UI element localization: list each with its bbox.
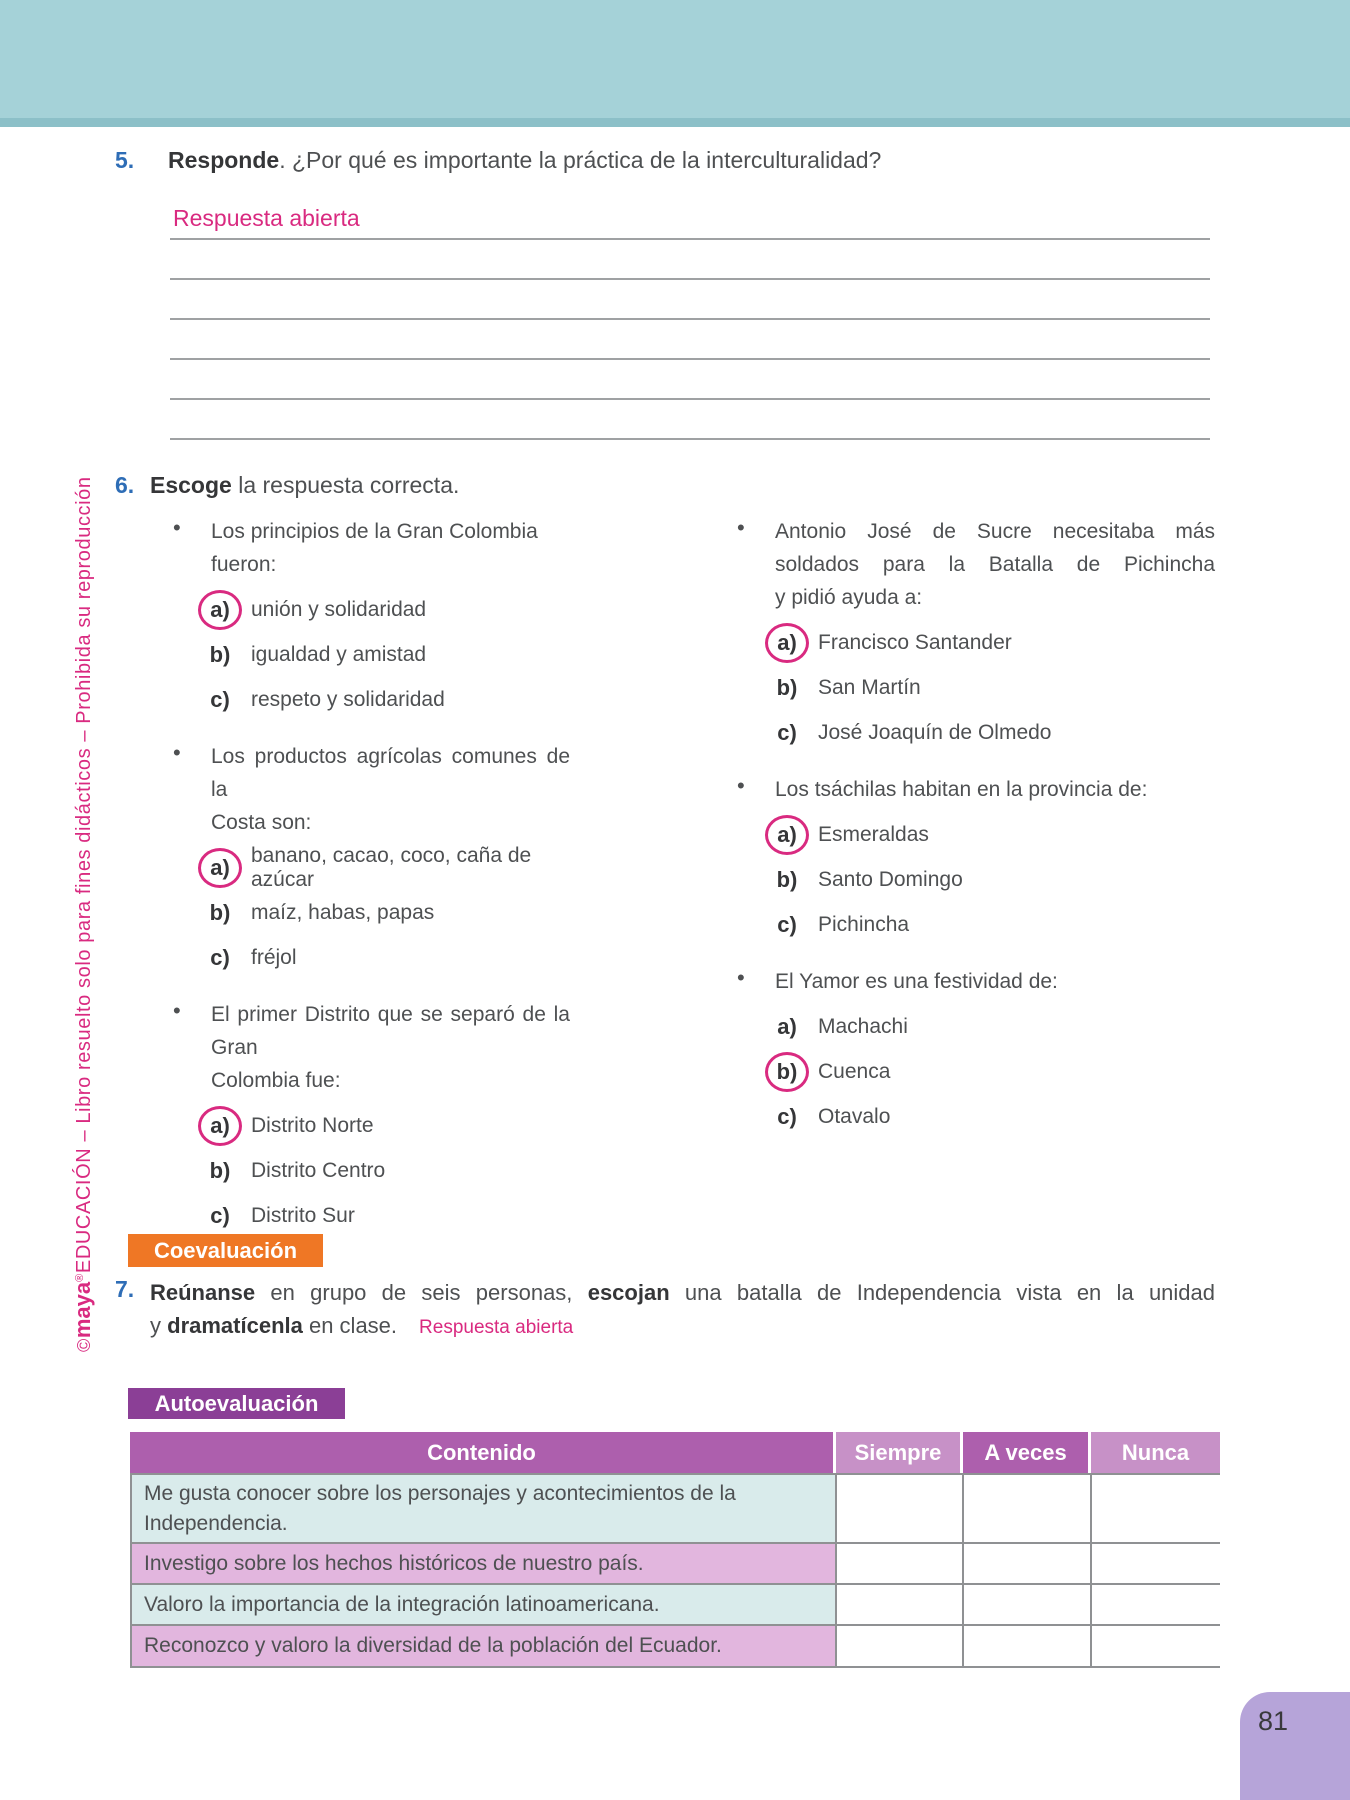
option-text: maíz, habas, papas <box>251 900 435 924</box>
question-item <box>150 515 570 722</box>
table-header-cell: Contenido <box>130 1432 833 1473</box>
option-row <box>198 587 570 632</box>
option-text: igualdad y amistad <box>251 642 427 666</box>
option-text: José Joaquín de Olmedo <box>818 720 1052 744</box>
question-prompt <box>737 515 1215 614</box>
correct-answer-circle: b) <box>765 1052 809 1092</box>
option-row <box>765 710 1215 755</box>
option-text: Santo Domingo <box>818 867 963 891</box>
answer-cell <box>1090 1626 1222 1666</box>
question-6-verb: Escoge <box>150 472 232 498</box>
question-6-left-column <box>150 515 570 1238</box>
question-7-segment: en grupo de seis personas, <box>255 1280 588 1305</box>
option-text: Distrito Sur <box>251 1203 355 1227</box>
option-text: Francisco Santander <box>818 630 1012 654</box>
answer-line <box>170 318 1210 320</box>
question-7-segment: y <box>150 1313 168 1338</box>
question-item <box>737 773 1215 947</box>
option-row <box>765 665 1215 710</box>
answer-cell <box>962 1475 1090 1542</box>
open-answer-label: Respuesta abierta <box>419 1317 574 1338</box>
answer-cell <box>962 1626 1090 1666</box>
option-letter: a) <box>777 1013 797 1039</box>
answer-cell <box>1090 1585 1222 1624</box>
option-letter: c) <box>210 686 230 712</box>
question-7-line <box>150 1276 1215 1309</box>
prompt-line: Antonio José de Sucre necesitaba más <box>775 520 1215 543</box>
option-row <box>198 677 570 722</box>
option-letter: c) <box>210 1202 230 1228</box>
question-prompt <box>150 740 570 839</box>
correct-answer-circle: a) <box>765 815 809 855</box>
row-label: Me gusta conocer sobre los personajes y acontecimientos de la Independencia. <box>132 1475 835 1542</box>
prompt-line: Los productos agrícolas comunes de la <box>211 745 570 801</box>
option-row <box>198 1193 570 1238</box>
page-number-badge <box>1240 1692 1350 1800</box>
option-row <box>198 935 570 980</box>
option-text: respeto y solidaridad <box>251 687 445 711</box>
answer-line <box>170 398 1210 400</box>
option-text: Distrito Norte <box>251 1113 374 1137</box>
answer-line <box>170 438 1210 440</box>
option-row <box>765 857 1215 902</box>
row-label: Reconozco y valoro la diversidad de la población del Ecuador. <box>132 1626 835 1666</box>
prompt-line: Costa son: <box>211 811 312 834</box>
question-5-number: 5. <box>115 147 135 173</box>
option-text: Otavalo <box>818 1104 891 1128</box>
option-row <box>765 812 1215 857</box>
options-list <box>737 812 1215 947</box>
option-text: banano, cacao, coco, caña de azúcar <box>251 843 532 891</box>
top-band <box>0 0 1350 127</box>
correct-answer-circle: a) <box>198 848 242 888</box>
prompt-line: Los tsáchilas habitan en la provincia de: <box>775 778 1148 801</box>
option-letter: c) <box>210 944 230 970</box>
table-row <box>132 1542 1218 1583</box>
options-list <box>150 845 570 980</box>
table-header-row <box>130 1432 1220 1473</box>
question-5-heading <box>168 147 881 174</box>
row-label: Valoro la importancia de la integración latinoamericana. <box>132 1585 835 1624</box>
options-list <box>150 1103 570 1238</box>
option-row <box>765 902 1215 947</box>
row-label: Investigo sobre los hechos históricos de nuestro país. <box>132 1544 835 1583</box>
prompt-line: Los principios de la Gran Colombia fueron: <box>211 520 538 576</box>
option-text: unión y solidaridad <box>251 597 427 621</box>
options-list <box>737 620 1215 755</box>
question-6-number: 6. <box>115 472 135 498</box>
bullet-icon: • <box>173 998 181 1023</box>
copyright-sidebar <box>70 476 96 1352</box>
answer-cell <box>835 1585 962 1624</box>
option-text: San Martín <box>818 675 921 699</box>
prompt-line: Colombia fue: <box>211 1069 341 1092</box>
option-letter: b) <box>776 674 798 700</box>
option-letter: c) <box>777 719 797 745</box>
option-row <box>765 1094 1215 1139</box>
bullet-icon: • <box>737 773 745 798</box>
option-letter: b) <box>209 1157 231 1183</box>
option-letter: c) <box>777 911 797 937</box>
prompt-line: y pidió ayuda a: <box>775 586 923 609</box>
page-number: 81 <box>1258 1706 1289 1736</box>
table-header-cell: Nunca <box>1088 1432 1220 1473</box>
question-6-heading <box>150 472 459 499</box>
copyright-icon: © <box>74 1338 94 1352</box>
option-row <box>198 890 570 935</box>
answer-line <box>170 238 1210 240</box>
option-text: fréjol <box>251 945 297 969</box>
option-text: Cuenca <box>818 1059 891 1083</box>
question-5-prompt: . ¿Por qué es importante la práctica de la interculturalidad? <box>279 147 882 173</box>
table-row <box>132 1624 1218 1666</box>
bullet-icon: • <box>173 740 181 765</box>
question-7-line <box>150 1309 1215 1344</box>
question-item <box>737 515 1215 755</box>
option-text: Machachi <box>818 1014 908 1038</box>
question-6-prompt: la respuesta correcta. <box>231 472 460 498</box>
autoevaluacion-badge: Autoevaluación <box>128 1388 345 1419</box>
option-row <box>198 632 570 677</box>
question-prompt <box>150 998 570 1097</box>
prompt-line: El primer Distrito que se separó de la Gran <box>211 1003 570 1059</box>
option-row <box>198 845 570 890</box>
table-header-cell: A veces <box>960 1432 1088 1473</box>
answer-cell <box>835 1475 962 1542</box>
question-5-verb: Responde <box>168 147 280 173</box>
option-letter: b) <box>776 866 798 892</box>
copyright-text: EDUCACIÓN – Libro resuelto solo para fines didácticos – Prohibida su reproducción <box>73 476 95 1274</box>
table-row <box>132 1475 1218 1542</box>
bullet-icon: • <box>737 515 745 540</box>
option-row <box>765 1049 1215 1094</box>
answer-cell <box>835 1544 962 1583</box>
table-row <box>132 1583 1218 1624</box>
question-prompt <box>737 965 1215 998</box>
answer-cell <box>962 1585 1090 1624</box>
options-list <box>737 1004 1215 1139</box>
option-letter: c) <box>777 1103 797 1129</box>
question-6-right-column <box>737 515 1215 1139</box>
question-item <box>150 998 570 1238</box>
publisher-logo: maya <box>70 1281 95 1339</box>
question-7-bold-word: escojan <box>587 1280 670 1305</box>
question-item <box>737 965 1215 1139</box>
option-row <box>198 1148 570 1193</box>
self-evaluation-table <box>130 1432 1220 1668</box>
option-row <box>765 1004 1215 1049</box>
option-row <box>765 620 1215 665</box>
question-prompt <box>737 773 1215 806</box>
answer-cell <box>1090 1544 1222 1583</box>
answer-line <box>170 358 1210 360</box>
option-text: Pichincha <box>818 912 910 936</box>
question-7-number: 7. <box>115 1276 135 1302</box>
answer-cell <box>962 1544 1090 1583</box>
answer-cell <box>1090 1475 1222 1542</box>
coevaluacion-badge: Coevaluación <box>128 1234 323 1267</box>
options-list <box>150 587 570 722</box>
option-text: Esmeraldas <box>818 822 929 846</box>
question-item <box>150 740 570 980</box>
question-7-segment: una batalla de Independencia vista en la unidad <box>669 1280 1216 1305</box>
answer-cell <box>835 1626 962 1666</box>
correct-answer-circle: a) <box>198 590 242 630</box>
table-header-cell: Siempre <box>833 1432 960 1473</box>
option-letter: b) <box>209 641 231 667</box>
bullet-icon: • <box>737 965 745 990</box>
prompt-line: soldados para la Batalla de Pichincha <box>775 553 1215 576</box>
question-7-bold-word: Reúnanse <box>150 1280 256 1305</box>
question-7-segment: en clase. <box>302 1313 398 1338</box>
registered-icon: ® <box>74 1273 86 1282</box>
correct-answer-circle: a) <box>198 1106 242 1146</box>
bullet-icon: • <box>173 515 181 540</box>
question-7-bold-word: dramatícenla <box>167 1313 303 1338</box>
table-body <box>130 1473 1220 1668</box>
prompt-line: El Yamor es una festividad de: <box>775 970 1058 993</box>
option-row <box>198 1103 570 1148</box>
answer-lines <box>170 238 1210 478</box>
open-answer-label: Respuesta abierta <box>173 205 360 231</box>
option-letter: b) <box>209 899 231 925</box>
answer-line <box>170 278 1210 280</box>
question-7-text <box>150 1276 1215 1344</box>
question-prompt <box>150 515 570 581</box>
option-text: Distrito Centro <box>251 1158 386 1182</box>
correct-answer-circle: a) <box>765 623 809 663</box>
